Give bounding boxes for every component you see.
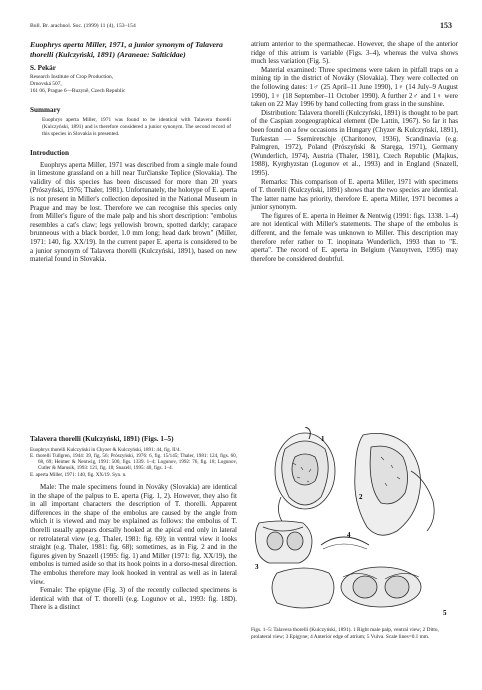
affiliation-line: Research Institute of Crop Production, [30,73,114,80]
introduction-text: Euophrys aperta Miller, 1971 was described from a single male found in limestone grassland on a hill near Turčianske Teplice (Slovakia). The validity of this species has been discussed for more than 20 years (Prószyński, 1976; Thaler, 1981). Unfortunately, the holotype of E. aperta is not present in Miller's collection deposited in the National Museum in Prague and may be lost. Therefore we can recognise this species only from Miller's figure of the male palp and his short description: "embolus resembles a cat's claw; legs yellowish brown, spotted darkly; carapace brunneous with a black border, 1.0 mm long; head dark brown" (Miller, 1971: 140, fig. XX/19). In the current paper E. aperta is considered to be a junior synonym of Talavera thorelli (Kulczyński, 1891), based on new material found in Slovakia. [30,160,237,264]
species-heading: Talavera thorelli (Kulczyński, 1891) (Figs. 1–5) [30,435,174,443]
paragraph-remarks: Remarks: This comparison of E. aperta Miller, 1971 with specimens of T. thorelli (Kulczyński, 1891) shows that the two species are identical. The latter name has priority, therefore E. aperta Miller, 1971 becomes a junior synonym. [251,177,458,212]
figure-label: 4 [347,531,351,539]
article-title: Euophrys aperta Miller, 1971, a junior synonym of Talavera thorelli (Kulczyński, 1891) (Araneae: Salticidae) [30,40,223,59]
author-name: S. Pekár [30,64,56,73]
epigyne-drawing [255,521,312,563]
paragraph-material: Material examined: Three specimens were taken in pitfall traps on a mining tip in the district of Nováky (Slovakia). They were collected on the following dates: 1♂ (25 April–11 June 1990), 1♀ (14 July–9 August 1990), 1♀ (18 September–11 October 1990). A further 2♂ and 1♀ were taken on 22 May 1996 by hand collecting from grass in the sunshine. [251,65,458,109]
species-section [30,435,237,612]
affiliation-line: 161 06, Prague 6—Ruzyně, Czech Republic [30,87,126,94]
figure-label: 5 [443,609,447,617]
summary-heading: Summary [30,105,61,114]
synonymy-list [30,447,237,478]
vulva-drawing [272,567,421,608]
palp-prolateral-drawing [355,433,434,535]
left-column [30,40,237,264]
female-description: Female: The epigyne (Fig. 3) of the recently collected specimens is identical with that of T. thorelli (e.g. Logunov et al., 1993: fig. 18D). There is a distinct [30,586,237,612]
page-number: 153 [440,21,452,30]
palp-ventral-drawing [275,427,335,525]
figure-illustration [251,427,458,623]
figure-label: 2 [359,493,363,501]
synonym-entry: Euophrys thorelli Kulczyński in Chyzer & Kulczyński, 1891: 44, fig. II/4. [30,446,181,453]
paragraph-figures-note: The figures of E. aperta in Heimer & Nentwig (1991: figs. 1338. 1–4) are not identical with Miller's statements. The shape of the embolus is different, and the female was unknown to Miller. This description may therefore refer rather to T. inopinata Wunderlich, 1993 than to "E. aperta". The record of E. aperta in Belgium (Vanuytven, 1995) may therefore be considered doubtful. [251,211,458,263]
affiliation-line: Drnovská 507, [30,80,62,87]
synonym-entry: E. aperta Miller, 1971: 140, fig. XX/19. Syn. n. [30,471,127,478]
introduction-heading: Introduction [30,149,70,158]
synonym-entry: E. thorelli Tullgren, 1944: 39, fig. 56; Prószyński, 1976: 6, fig. 15/145; Thaler, 1981: 124, figs. 60, 68, 69; Heimer & Nentwig, 1991: 500, figs. 1339. 1–4; Logunov, 1992: 76, fig. 18; Logunov, Cutler & Marusik, 1993: 121, fig. 18; Snazell, 1995: 40, figs. 1–4. [30,452,237,472]
atrium-edge-drawing [321,537,369,549]
figure-plate [251,427,458,623]
summary-text: Euophrys aperta Miller, 1971 was found to be identical with Talavera thorelli (Kulczyński, 1891) and is therefore considered a junior synonym. The second record of this species in Slovakia is presented. [42,117,231,138]
paragraph-atrium: atrium anterior to the spermathecae. However, the shape of the anterior ridge of this atrium is variable (Figs. 3–4), whereas the vulva shows much less variation (Fig. 5). [251,40,458,66]
right-column [251,40,458,263]
author-affiliation [30,74,237,95]
figure-label: 1 [321,435,325,443]
paragraph-distribution: Distribution: Talavera thorelli (Kulczyński, 1891) is thought to be part of the Caspian zoogeographical element (De Lattin, 1967). So far it has been found on a few occasions in Hungary (Chyzer & Kulczyński, 1891), Turkestan — Ssemiretschje (Charitonov, 1936), Scandinavia (e.g. Palmgren, 1972), Poland (Prószyński & Staręga, 1971), Germany (Wunderlich, 1974), Austria (Thaler, 1981), Czech Republic (Majkus, 1988), Kyrghyzstan (Logunov et al., 1993) and in England (Snazell, 1995). [251,108,458,177]
figure-label: 3 [255,563,259,571]
male-description: Male: The male specimens found in Nováky (Slovakia) are identical in the shape of the palpus to E. aperta (Fig. 1, 2). However, they also fit in all important characters the description of T. thorelli. Apparent differences in the shape of the embolus are caused by the angle from which it is viewed and may be explained as follows: the embolus of T. thorelli usually appears dorsally hooked at the apical end only in lateral or retrolateral view (e.g. Thaler, 1981: fig. 69); in ventral view it looks straight (e.g. Thaler, 1981: fig. 68); sometimes, as in Fig. 2 and in the figures given by Snazell (1995: fig. 1) and Miller (1971: fig. XX/19), the embolus is turned aside so that its hook points in a dorso-mesal direction. The embolus therefore may look hooked in ventral as well as in lateral view. [30,483,237,586]
figure-caption: Figs. 1–5: Talavera thorelli (Kulczyński, 1891). 1 Right male palp, ventral view; 2 Ditto, prolateral view; 3 Epigyne; 4 Anterior edge of atrium; 5 Vulva. Scale lines=0.1 mm. [251,627,439,640]
running-header: Bull. Br. arachnol. Soc. (1999) 11 (4), 153–154 [30,23,136,29]
